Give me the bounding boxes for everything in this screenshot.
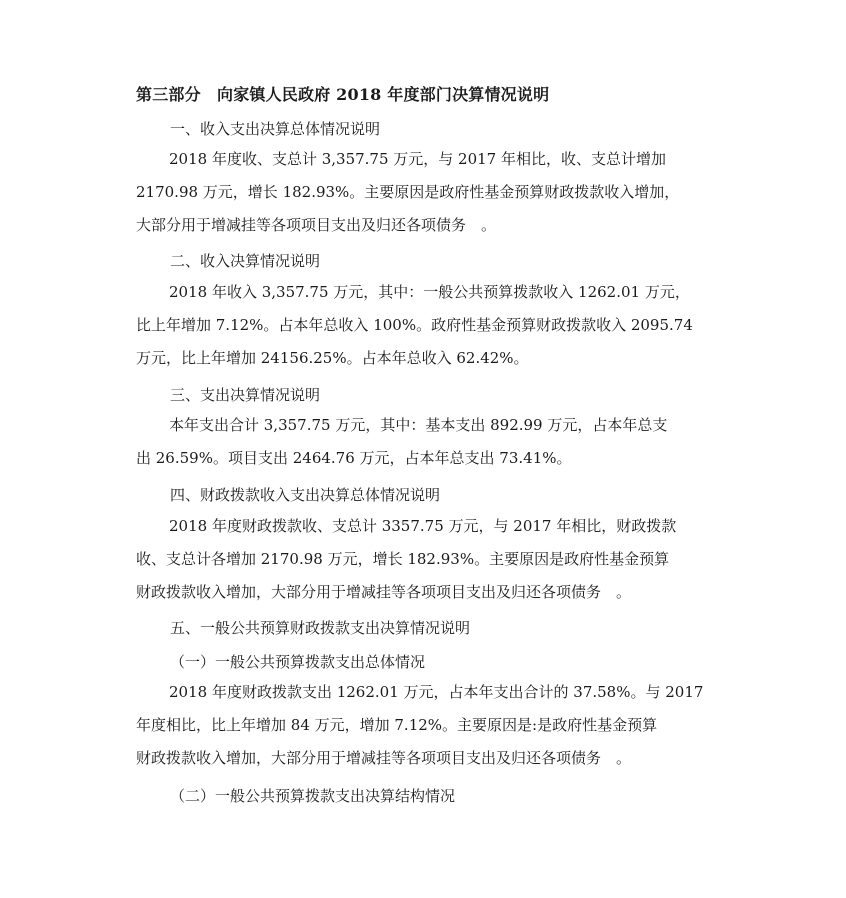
page-title: 第三部分 向家镇人民政府 2018 年度部门决算情况说明 (136, 85, 550, 104)
paragraph-line: 财政拨款收入增加，大部分用于增减挂等各项项目支出及归还各项债务 。 (136, 749, 632, 767)
section-heading-fiscal-appropriation: 四、财政拨款收入支出决算总体情况说明 (170, 486, 441, 504)
paragraph-line: 万元，比上年增加 24156.25%。占本年总收入 62.42%。 (136, 349, 529, 367)
section-heading-income: 二、收入决算情况说明 (170, 252, 321, 270)
section-paragraph-income-expenditure-overview (136, 143, 718, 242)
section-paragraph-expenditure (136, 409, 718, 475)
paragraph-line: 2018 年度收、支总计 3,357.75 万元，与 2017 年相比，收、支总计增加 (169, 150, 666, 168)
paragraph-line: 2018 年度财政拨款收、支总计 3357.75 万元，与 2017 年相比，财政拨款 (169, 517, 677, 535)
section-paragraph-income (136, 276, 718, 375)
paragraph-line: 财政拨款收入增加，大部分用于增减挂等各项项目支出及归还各项债务 。 (136, 583, 632, 601)
subsection-heading-overall: （一）一般公共预算拨款支出总体情况 (170, 653, 426, 671)
paragraph-line: 收、支总计各增加 2170.98 万元，增长 182.93%。主要原因是政府性基金预算 (136, 550, 670, 568)
section-heading-expenditure: 三、支出决算情况说明 (170, 386, 321, 404)
paragraph-line: 比上年增加 7.12%。占本年总收入 100%。政府性基金预算财政拨款收入 2095.74 (136, 316, 693, 334)
subsection-heading-structure: （二）一般公共预算拨款支出决算结构情况 (170, 787, 456, 805)
paragraph-line: 出 26.59%。项目支出 2464.76 万元，占本年总支出 73.41%。 (136, 449, 572, 467)
paragraph-line: 本年支出合计 3,357.75 万元，其中：基本支出 892.99 万元，占本年总支 (169, 416, 668, 434)
paragraph-line: 大部分用于增减挂等各项项目支出及归还各项债务 。 (136, 216, 497, 234)
section-heading-general-public-budget: 五、一般公共预算财政拨款支出决算情况说明 (170, 619, 471, 637)
section-paragraph-fiscal-appropriation (136, 510, 718, 609)
section-heading-income-expenditure-overview: 一、收入支出决算总体情况说明 (170, 120, 381, 138)
paragraph-line: 2018 年收入 3,357.75 万元，其中：一般公共预算拨款收入 1262.01 万元， (169, 283, 690, 301)
paragraph-line: 2170.98 万元，增长 182.93%。主要原因是政府性基金预算财政拨款收入增加， (136, 183, 680, 201)
subsection-paragraph-overall (136, 676, 718, 775)
paragraph-line: 年度相比，比上年增加 84 万元，增加 7.12%。主要原因是:是政府性基金预算 (136, 716, 658, 734)
paragraph-line: 2018 年度财政拨款支出 1262.01 万元，占本年支出合计的 37.58%。与 2017 (169, 683, 704, 701)
